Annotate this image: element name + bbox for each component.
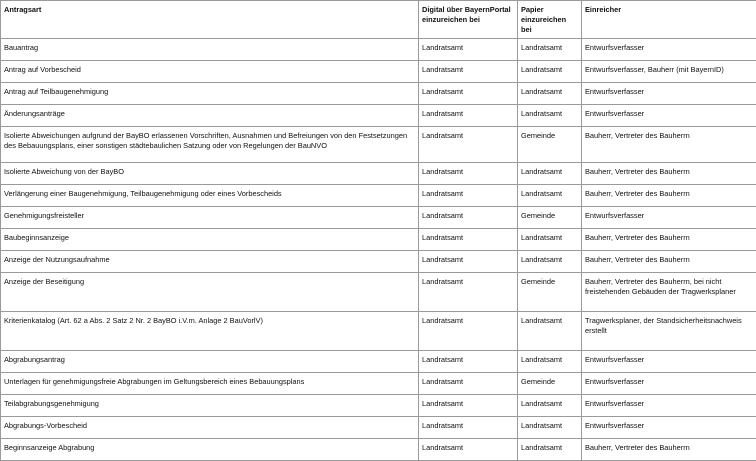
cell-digital: Landratsamt xyxy=(419,312,518,351)
cell-antragsart: Baubeginnsanzeige xyxy=(1,229,419,251)
cell-einreicher: Entwurfsverfasser xyxy=(582,395,756,417)
cell-antragsart: Genehmigungsfreisteller xyxy=(1,207,419,229)
cell-digital: Landratsamt xyxy=(419,373,518,395)
cell-papier: Gemeinde xyxy=(518,207,582,229)
table-row xyxy=(1,39,756,61)
cell-einreicher: Entwurfsverfasser xyxy=(582,373,756,395)
cell-papier: Gemeinde xyxy=(518,127,582,163)
cell-papier: Landratsamt xyxy=(518,229,582,251)
cell-antragsart: Verlängerung einer Baugenehmigung, Teilbaugenehmigung oder eines Vorbescheids xyxy=(1,185,419,207)
cell-digital: Landratsamt xyxy=(419,251,518,273)
cell-einreicher: Entwurfsverfasser xyxy=(582,105,756,127)
table-row xyxy=(1,251,756,273)
cell-antragsart: Antrag auf Vorbescheid xyxy=(1,61,419,83)
cell-einreicher: Bauherr, Vertreter des Bauherrn xyxy=(582,127,756,163)
table-row xyxy=(1,395,756,417)
cell-digital: Landratsamt xyxy=(419,351,518,373)
cell-antragsart: Isolierte Abweichung von der BayBO xyxy=(1,163,419,185)
cell-einreicher: Bauherr, Vertreter des Bauherrn xyxy=(582,185,756,207)
cell-digital: Landratsamt xyxy=(419,185,518,207)
cell-einreicher: Bauherr, Vertreter des Bauherrn xyxy=(582,251,756,273)
cell-einreicher: Entwurfsverfasser, Bauherr (mit BayernID) xyxy=(582,61,756,83)
cell-antragsart: Abgrabungsantrag xyxy=(1,351,419,373)
table-row xyxy=(1,83,756,105)
table-row xyxy=(1,312,756,351)
cell-papier: Landratsamt xyxy=(518,61,582,83)
header-papier: Papier einzureichen bei xyxy=(518,1,582,39)
header-antragsart: Antragsart xyxy=(1,1,419,39)
cell-einreicher: Entwurfsverfasser xyxy=(582,417,756,439)
cell-papier: Gemeinde xyxy=(518,373,582,395)
cell-digital: Landratsamt xyxy=(419,207,518,229)
cell-papier: Landratsamt xyxy=(518,39,582,61)
cell-einreicher: Entwurfsverfasser xyxy=(582,83,756,105)
cell-digital: Landratsamt xyxy=(419,61,518,83)
cell-papier: Landratsamt xyxy=(518,395,582,417)
table-row xyxy=(1,207,756,229)
cell-digital: Landratsamt xyxy=(419,439,518,461)
table-header-row xyxy=(1,1,756,39)
cell-antragsart: Beginnsanzeige Abgrabung xyxy=(1,439,419,461)
table-row xyxy=(1,185,756,207)
cell-papier: Landratsamt xyxy=(518,417,582,439)
cell-antragsart: Teilabgrabungsgenehmigung xyxy=(1,395,419,417)
cell-antragsart: Anzeige der Beseitigung xyxy=(1,273,419,312)
cell-papier: Landratsamt xyxy=(518,83,582,105)
cell-papier: Landratsamt xyxy=(518,312,582,351)
table-row xyxy=(1,105,756,127)
cell-digital: Landratsamt xyxy=(419,273,518,312)
cell-einreicher: Entwurfsverfasser xyxy=(582,207,756,229)
cell-einreicher: Entwurfsverfasser xyxy=(582,39,756,61)
table-row xyxy=(1,127,756,163)
table-row xyxy=(1,61,756,83)
cell-einreicher: Bauherr, Vertreter des Bauherrn xyxy=(582,439,756,461)
cell-digital: Landratsamt xyxy=(419,127,518,163)
cell-einreicher: Bauherr, Vertreter des Bauherrn xyxy=(582,163,756,185)
cell-digital: Landratsamt xyxy=(419,395,518,417)
table-row xyxy=(1,417,756,439)
cell-einreicher: Tragwerksplaner, der Standsicherheitsnachweis erstellt xyxy=(582,312,756,351)
cell-einreicher: Bauherr, Vertreter des Bauherrn, bei nicht freistehenden Gebäuden der Tragwerksplaner xyxy=(582,273,756,312)
cell-einreicher: Bauherr, Vertreter des Bauherrn xyxy=(582,229,756,251)
cell-antragsart: Isolierte Abweichungen aufgrund der BayBO erlassenen Vorschriften, Ausnahmen und Befreiungen von den Festsetzungen des Bebauungsplans, einer sonstigen städtebaulichen Satzung oder von Regelungen der BauNVO xyxy=(1,127,419,163)
cell-digital: Landratsamt xyxy=(419,163,518,185)
cell-einreicher: Entwurfsverfasser xyxy=(582,351,756,373)
table-row xyxy=(1,273,756,312)
cell-digital: Landratsamt xyxy=(419,229,518,251)
cell-papier: Landratsamt xyxy=(518,439,582,461)
cell-digital: Landratsamt xyxy=(419,417,518,439)
cell-papier: Landratsamt xyxy=(518,351,582,373)
table-row xyxy=(1,439,756,461)
cell-antragsart: Unterlagen für genehmigungsfreie Abgrabungen im Geltungsbereich eines Bebauungsplans xyxy=(1,373,419,395)
table-row xyxy=(1,229,756,251)
cell-papier: Landratsamt xyxy=(518,185,582,207)
cell-digital: Landratsamt xyxy=(419,39,518,61)
cell-antragsart: Abgrabungs-Vorbescheid xyxy=(1,417,419,439)
table-row xyxy=(1,351,756,373)
cell-digital: Landratsamt xyxy=(419,83,518,105)
cell-antragsart: Antrag auf Teilbaugenehmigung xyxy=(1,83,419,105)
table-row xyxy=(1,373,756,395)
cell-antragsart: Änderungsanträge xyxy=(1,105,419,127)
cell-antragsart: Bauantrag xyxy=(1,39,419,61)
cell-papier: Landratsamt xyxy=(518,105,582,127)
cell-digital: Landratsamt xyxy=(419,105,518,127)
cell-papier: Gemeinde xyxy=(518,273,582,312)
cell-antragsart: Anzeige der Nutzungsaufnahme xyxy=(1,251,419,273)
cell-papier: Landratsamt xyxy=(518,163,582,185)
cell-papier: Landratsamt xyxy=(518,251,582,273)
table-row xyxy=(1,163,756,185)
header-digital: Digital über BayernPortal einzureichen bei xyxy=(419,1,518,39)
cell-antragsart: Kriterienkatalog (Art. 62 a Abs. 2 Satz 2 Nr. 2 BayBO i.V.m. Anlage 2 BauVorlV) xyxy=(1,312,419,351)
header-einreicher: Einreicher xyxy=(582,1,756,39)
